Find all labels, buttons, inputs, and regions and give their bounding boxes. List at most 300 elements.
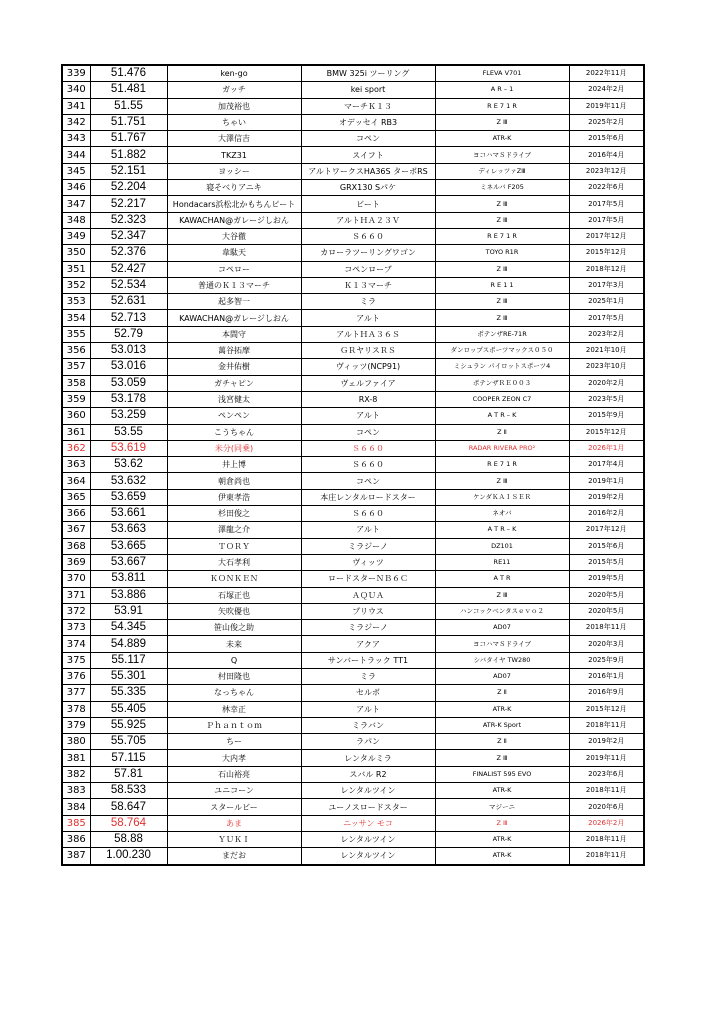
car-model-cell: 本庄レンタルロードスター <box>301 489 435 505</box>
tire-cell: R E 7 1 R <box>435 457 569 473</box>
rank-cell: 360 <box>62 408 90 424</box>
driver-name-cell: ペンペン <box>167 408 301 424</box>
table-row <box>62 506 644 522</box>
record-date-cell: 2017年5月 <box>569 212 644 228</box>
rank-cell: 365 <box>62 489 90 505</box>
lap-time-cell: 53.665 <box>90 538 167 554</box>
lap-time-cell: 53.663 <box>90 522 167 538</box>
tire-cell: Z Ⅱ <box>435 685 569 701</box>
record-date-cell: 2019年11月 <box>569 98 644 114</box>
car-model-cell: Ｓ６６０ <box>301 457 435 473</box>
lap-time-cell: 55.925 <box>90 717 167 733</box>
driver-name-cell: ちー <box>167 734 301 750</box>
car-model-cell: ミラバン <box>301 717 435 733</box>
record-date-cell: 2019年2月 <box>569 489 644 505</box>
car-model-cell: Ｓ６６０ <box>301 440 435 456</box>
table-row <box>62 196 644 212</box>
lap-time-cell: 55.705 <box>90 734 167 750</box>
table-row <box>62 440 644 456</box>
car-model-cell: ラパン <box>301 734 435 750</box>
rank-cell: 375 <box>62 652 90 668</box>
table-row <box>62 98 644 114</box>
rank-cell: 352 <box>62 277 90 293</box>
driver-name-cell: ＴＯＲＹ <box>167 538 301 554</box>
car-model-cell: アルト <box>301 522 435 538</box>
driver-name-cell: 朝倉尚也 <box>167 473 301 489</box>
tire-cell: ディレッツァZⅢ <box>435 163 569 179</box>
tire-cell: RE11 <box>435 554 569 570</box>
record-date-cell: 2017年12月 <box>569 228 644 244</box>
car-model-cell: ヴィッツ <box>301 554 435 570</box>
rank-cell: 387 <box>62 848 90 865</box>
driver-name-cell: TKZ31 <box>167 147 301 163</box>
car-model-cell: ミラ <box>301 294 435 310</box>
ranking-table <box>61 64 645 866</box>
lap-time-cell: 53.259 <box>90 408 167 424</box>
record-date-cell: 2023年12月 <box>569 163 644 179</box>
car-model-cell: スイフト <box>301 147 435 163</box>
driver-name-cell: 米分(同乗) <box>167 440 301 456</box>
table-row <box>62 131 644 147</box>
lap-time-cell: 57.81 <box>90 766 167 782</box>
tire-cell: ATR-K <box>435 783 569 799</box>
lap-time-cell: 52.534 <box>90 277 167 293</box>
rank-cell: 359 <box>62 391 90 407</box>
table-row <box>62 766 644 782</box>
driver-name-cell: ちゃい <box>167 114 301 130</box>
rank-cell: 367 <box>62 522 90 538</box>
car-model-cell: アルト <box>301 701 435 717</box>
rank-cell: 383 <box>62 783 90 799</box>
car-model-cell: ミラジーノ <box>301 538 435 554</box>
record-date-cell: 2019年11月 <box>569 750 644 766</box>
car-model-cell: カローラツーリングワゴン <box>301 245 435 261</box>
car-model-cell: ミラジーノ <box>301 620 435 636</box>
driver-name-cell: KAWACHAN@ガレージしおん <box>167 212 301 228</box>
rank-cell: 358 <box>62 375 90 391</box>
tire-cell: ネオバ <box>435 506 569 522</box>
table-row <box>62 294 644 310</box>
car-model-cell: ユーノスロードスター <box>301 799 435 815</box>
table-row <box>62 668 644 684</box>
record-date-cell: 2026年2月 <box>569 815 644 831</box>
tire-cell: R E 1 1 <box>435 277 569 293</box>
driver-name-cell: 澤龍之介 <box>167 522 301 538</box>
lap-time-cell: 51.882 <box>90 147 167 163</box>
car-model-cell: RX-8 <box>301 391 435 407</box>
driver-name-cell: 伊東孝浩 <box>167 489 301 505</box>
table-row <box>62 848 644 865</box>
rank-cell: 343 <box>62 131 90 147</box>
rank-cell: 371 <box>62 587 90 603</box>
rank-cell: 369 <box>62 554 90 570</box>
rank-cell: 350 <box>62 245 90 261</box>
lap-time-cell: 52.631 <box>90 294 167 310</box>
driver-name-cell: 村田隆也 <box>167 668 301 684</box>
rank-cell: 348 <box>62 212 90 228</box>
tire-cell: Z Ⅲ <box>435 114 569 130</box>
driver-name-cell: 林幸正 <box>167 701 301 717</box>
table-row <box>62 228 644 244</box>
record-date-cell: 2025年9月 <box>569 652 644 668</box>
tire-cell: ミシュラン パイロットスポーツ4 <box>435 359 569 375</box>
table-row <box>62 783 644 799</box>
lap-time-cell: 53.811 <box>90 571 167 587</box>
tire-cell: マジーニ <box>435 799 569 815</box>
record-date-cell: 2023年5月 <box>569 391 644 407</box>
table-row <box>62 652 644 668</box>
tire-cell: Z Ⅲ <box>435 750 569 766</box>
rank-cell: 345 <box>62 163 90 179</box>
tire-cell: ダンロップスポーツマックス０５０ <box>435 343 569 359</box>
rank-cell: 378 <box>62 701 90 717</box>
record-date-cell: 2022年11月 <box>569 65 644 82</box>
driver-name-cell: 本間守 <box>167 326 301 342</box>
table-row <box>62 277 644 293</box>
car-model-cell: レンタルツイン <box>301 831 435 847</box>
tire-cell: Z Ⅱ <box>435 734 569 750</box>
record-date-cell: 2015年6月 <box>569 131 644 147</box>
table-row <box>62 473 644 489</box>
car-model-cell: ビート <box>301 196 435 212</box>
record-date-cell: 2016年4月 <box>569 147 644 163</box>
driver-name-cell: スタールビー <box>167 799 301 815</box>
tire-cell: A T R <box>435 571 569 587</box>
table-row <box>62 554 644 570</box>
tire-cell: AD07 <box>435 668 569 684</box>
driver-name-cell: ken-go <box>167 65 301 82</box>
table-row <box>62 310 644 326</box>
lap-time-cell: 58.533 <box>90 783 167 799</box>
tire-cell: RADAR RIVERA PRO² <box>435 440 569 456</box>
tire-cell: Z Ⅲ <box>435 815 569 831</box>
driver-name-cell: 金井佑樹 <box>167 359 301 375</box>
table-row <box>62 734 644 750</box>
record-date-cell: 2018年11月 <box>569 783 644 799</box>
lap-time-cell: 51.55 <box>90 98 167 114</box>
car-model-cell: kei sport <box>301 82 435 98</box>
lap-time-cell: 53.661 <box>90 506 167 522</box>
record-date-cell: 2018年11月 <box>569 620 644 636</box>
rank-cell: 373 <box>62 620 90 636</box>
car-model-cell: レンタルツイン <box>301 783 435 799</box>
table-row <box>62 457 644 473</box>
car-model-cell: ミラ <box>301 668 435 684</box>
record-date-cell: 2019年2月 <box>569 734 644 750</box>
tire-cell: ミネルバ F205 <box>435 180 569 196</box>
lap-time-cell: 52.427 <box>90 261 167 277</box>
car-model-cell: コペン <box>301 473 435 489</box>
tire-cell: ポテンザＲＥ００３ <box>435 375 569 391</box>
rank-cell: 347 <box>62 196 90 212</box>
record-date-cell: 2015年12月 <box>569 245 644 261</box>
tire-cell: Z Ⅱ <box>435 424 569 440</box>
rank-cell: 354 <box>62 310 90 326</box>
record-date-cell: 2021年10月 <box>569 343 644 359</box>
lap-time-cell: 55.301 <box>90 668 167 684</box>
tire-cell: R E 7 1 R <box>435 228 569 244</box>
lap-time-cell: 51.481 <box>90 82 167 98</box>
record-date-cell: 2015年12月 <box>569 424 644 440</box>
table-row <box>62 163 644 179</box>
tire-cell: ヨコハマＳドライブ <box>435 636 569 652</box>
lap-time-cell: 52.376 <box>90 245 167 261</box>
record-date-cell: 2025年2月 <box>569 114 644 130</box>
record-date-cell: 2026年1月 <box>569 440 644 456</box>
car-model-cell: BMW 325i ツーリング <box>301 65 435 82</box>
rank-cell: 339 <box>62 65 90 82</box>
record-date-cell: 2016年1月 <box>569 668 644 684</box>
tire-cell: FINALIST 595 EVO <box>435 766 569 782</box>
car-model-cell: オデッセイ RB3 <box>301 114 435 130</box>
rank-cell: 349 <box>62 228 90 244</box>
lap-time-cell: 58.647 <box>90 799 167 815</box>
table-row <box>62 620 644 636</box>
car-model-cell: アルトＨＡ３６Ｓ <box>301 326 435 342</box>
table-row <box>62 587 644 603</box>
lap-time-cell: 55.405 <box>90 701 167 717</box>
driver-name-cell: 起多智一 <box>167 294 301 310</box>
rank-cell: 386 <box>62 831 90 847</box>
record-date-cell: 2023年6月 <box>569 766 644 782</box>
record-date-cell: 2020年2月 <box>569 375 644 391</box>
record-date-cell: 2019年5月 <box>569 571 644 587</box>
car-model-cell: Ｓ６６０ <box>301 228 435 244</box>
record-date-cell: 2025年1月 <box>569 294 644 310</box>
tire-cell: ポテンザRE-71R <box>435 326 569 342</box>
rank-cell: 380 <box>62 734 90 750</box>
tire-cell: ヨコハマＳドライブ <box>435 147 569 163</box>
tire-cell: Z Ⅲ <box>435 212 569 228</box>
driver-name-cell: コペロー <box>167 261 301 277</box>
table-row <box>62 326 644 342</box>
tire-cell: AD07 <box>435 620 569 636</box>
table-row <box>62 65 644 82</box>
record-date-cell: 2017年5月 <box>569 196 644 212</box>
lap-time-cell: 54.889 <box>90 636 167 652</box>
record-date-cell: 2017年5月 <box>569 310 644 326</box>
rank-cell: 340 <box>62 82 90 98</box>
tire-cell: ATR-K <box>435 701 569 717</box>
car-model-cell: ヴェルファイア <box>301 375 435 391</box>
lap-time-cell: 52.204 <box>90 180 167 196</box>
lap-time-cell: 55.335 <box>90 685 167 701</box>
driver-name-cell: ＫＯＮＫＥＮ <box>167 571 301 587</box>
lap-time-cell: 58.88 <box>90 831 167 847</box>
driver-name-cell: Hondacars浜松北かもちんピート <box>167 196 301 212</box>
driver-name-cell: 萬谷拓摩 <box>167 343 301 359</box>
driver-name-cell: 杉田俊之 <box>167 506 301 522</box>
table-row <box>62 147 644 163</box>
table-row <box>62 408 644 424</box>
rank-cell: 381 <box>62 750 90 766</box>
record-date-cell: 2015年5月 <box>569 554 644 570</box>
lap-time-cell: 53.059 <box>90 375 167 391</box>
car-model-cell: セルボ <box>301 685 435 701</box>
table-row <box>62 831 644 847</box>
driver-name-cell: まだお <box>167 848 301 865</box>
tire-cell: ATR-K <box>435 131 569 147</box>
driver-name-cell: ＹＵＫＩ <box>167 831 301 847</box>
driver-name-cell: 未来 <box>167 636 301 652</box>
driver-name-cell: 大石孝利 <box>167 554 301 570</box>
lap-time-cell: 53.886 <box>90 587 167 603</box>
driver-name-cell: 大谷徹 <box>167 228 301 244</box>
rank-cell: 382 <box>62 766 90 782</box>
car-model-cell: ＡＱＵＡ <box>301 587 435 603</box>
rank-cell: 355 <box>62 326 90 342</box>
record-date-cell: 2018年12月 <box>569 261 644 277</box>
driver-name-cell: Ｐｈａｎｔｏｍ <box>167 717 301 733</box>
record-date-cell: 2020年5月 <box>569 587 644 603</box>
lap-time-cell: 54.345 <box>90 620 167 636</box>
tire-cell: Z Ⅲ <box>435 587 569 603</box>
driver-name-cell: 加茂裕也 <box>167 98 301 114</box>
record-date-cell: 2017年12月 <box>569 522 644 538</box>
rank-cell: 362 <box>62 440 90 456</box>
lap-time-cell: 51.767 <box>90 131 167 147</box>
record-date-cell: 2018年11月 <box>569 717 644 733</box>
tire-cell: Z Ⅲ <box>435 310 569 326</box>
driver-name-cell: ユニコーン <box>167 783 301 799</box>
table-row <box>62 343 644 359</box>
rank-cell: 361 <box>62 424 90 440</box>
car-model-cell: コペン <box>301 424 435 440</box>
table-row <box>62 261 644 277</box>
table-row <box>62 375 644 391</box>
lap-time-cell: 51.476 <box>90 65 167 82</box>
lap-time-cell: 53.55 <box>90 424 167 440</box>
table-row <box>62 82 644 98</box>
lap-time-cell: 53.91 <box>90 603 167 619</box>
tire-cell: COOPER ZEON C7 <box>435 391 569 407</box>
table-row <box>62 114 644 130</box>
table-row <box>62 489 644 505</box>
tire-cell: FLEVA V701 <box>435 65 569 82</box>
rank-cell: 341 <box>62 98 90 114</box>
record-date-cell: 2015年12月 <box>569 701 644 717</box>
rank-cell: 346 <box>62 180 90 196</box>
driver-name-cell: 石山裕亮 <box>167 766 301 782</box>
table-row <box>62 245 644 261</box>
table-row <box>62 180 644 196</box>
driver-name-cell: 大内孝 <box>167 750 301 766</box>
rank-cell: 379 <box>62 717 90 733</box>
driver-name-cell: ガチャピン <box>167 375 301 391</box>
record-date-cell: 2018年11月 <box>569 848 644 865</box>
lap-time-cell: 53.016 <box>90 359 167 375</box>
lap-time-cell: 53.619 <box>90 440 167 456</box>
tire-cell: A T R – K <box>435 522 569 538</box>
driver-name-cell: 寝そべりアニキ <box>167 180 301 196</box>
car-model-cell: コペン <box>301 131 435 147</box>
tire-cell: Z Ⅲ <box>435 473 569 489</box>
rank-cell: 364 <box>62 473 90 489</box>
tire-cell: DZ101 <box>435 538 569 554</box>
driver-name-cell: 大澤信吉 <box>167 131 301 147</box>
record-date-cell: 2024年2月 <box>569 82 644 98</box>
rank-cell: 363 <box>62 457 90 473</box>
lap-time-cell: 53.013 <box>90 343 167 359</box>
car-model-cell: アルト <box>301 310 435 326</box>
car-model-cell: レンタルツイン <box>301 848 435 865</box>
table-row <box>62 522 644 538</box>
record-date-cell: 2020年6月 <box>569 799 644 815</box>
tire-cell: Z Ⅲ <box>435 196 569 212</box>
lap-time-cell: 52.217 <box>90 196 167 212</box>
rank-cell: 374 <box>62 636 90 652</box>
record-date-cell: 2020年3月 <box>569 636 644 652</box>
record-date-cell: 2015年6月 <box>569 538 644 554</box>
car-model-cell: プリウス <box>301 603 435 619</box>
driver-name-cell: あま <box>167 815 301 831</box>
rank-cell: 342 <box>62 114 90 130</box>
record-date-cell: 2015年9月 <box>569 408 644 424</box>
rank-cell: 368 <box>62 538 90 554</box>
lap-time-cell: 51.751 <box>90 114 167 130</box>
car-model-cell: アルトＨＡ２３Ｖ <box>301 212 435 228</box>
car-model-cell: アルト <box>301 408 435 424</box>
tire-cell: ハンコックベンタスｅｖｏ２ <box>435 603 569 619</box>
record-date-cell: 2016年2月 <box>569 506 644 522</box>
car-model-cell: ロードスターＮＢ６Ｃ <box>301 571 435 587</box>
rank-cell: 372 <box>62 603 90 619</box>
record-date-cell: 2022年6月 <box>569 180 644 196</box>
driver-name-cell: ヨッシー <box>167 163 301 179</box>
ranking-table-body <box>62 65 644 865</box>
car-model-cell: マーチＫ１３ <box>301 98 435 114</box>
lap-time-cell: 57.115 <box>90 750 167 766</box>
driver-name-cell: Q <box>167 652 301 668</box>
lap-time-cell: 53.632 <box>90 473 167 489</box>
record-date-cell: 2023年2月 <box>569 326 644 342</box>
lap-time-cell: 58.764 <box>90 815 167 831</box>
table-row <box>62 603 644 619</box>
record-date-cell: 2023年10月 <box>569 359 644 375</box>
rank-cell: 384 <box>62 799 90 815</box>
record-date-cell: 2016年9月 <box>569 685 644 701</box>
table-row <box>62 717 644 733</box>
driver-name-cell: こうちゃん <box>167 424 301 440</box>
car-model-cell: アルトワークスHA36S ターボRS <box>301 163 435 179</box>
rank-cell: 370 <box>62 571 90 587</box>
table-row <box>62 538 644 554</box>
rank-cell: 357 <box>62 359 90 375</box>
car-model-cell: サンバートラック TT1 <box>301 652 435 668</box>
tire-cell: TOYO R1R <box>435 245 569 261</box>
rank-cell: 344 <box>62 147 90 163</box>
car-model-cell: Ｋ１３マーチ <box>301 277 435 293</box>
lap-time-cell: 1.00.230 <box>90 848 167 865</box>
lap-time-cell: 52.323 <box>90 212 167 228</box>
tire-cell: Z Ⅲ <box>435 261 569 277</box>
rank-cell: 353 <box>62 294 90 310</box>
car-model-cell: ＧＲヤリスＲＳ <box>301 343 435 359</box>
lap-time-cell: 52.151 <box>90 163 167 179</box>
tire-cell: シバタイヤ TW280 <box>435 652 569 668</box>
table-row <box>62 799 644 815</box>
tire-cell: ATR-K <box>435 831 569 847</box>
lap-time-cell: 53.659 <box>90 489 167 505</box>
tire-cell: Z Ⅲ <box>435 294 569 310</box>
rank-cell: 385 <box>62 815 90 831</box>
lap-time-cell: 52.713 <box>90 310 167 326</box>
driver-name-cell: 浅宮健太 <box>167 391 301 407</box>
table-row <box>62 685 644 701</box>
rank-cell: 356 <box>62 343 90 359</box>
driver-name-cell: 笹山俊之助 <box>167 620 301 636</box>
car-model-cell: スバル R2 <box>301 766 435 782</box>
